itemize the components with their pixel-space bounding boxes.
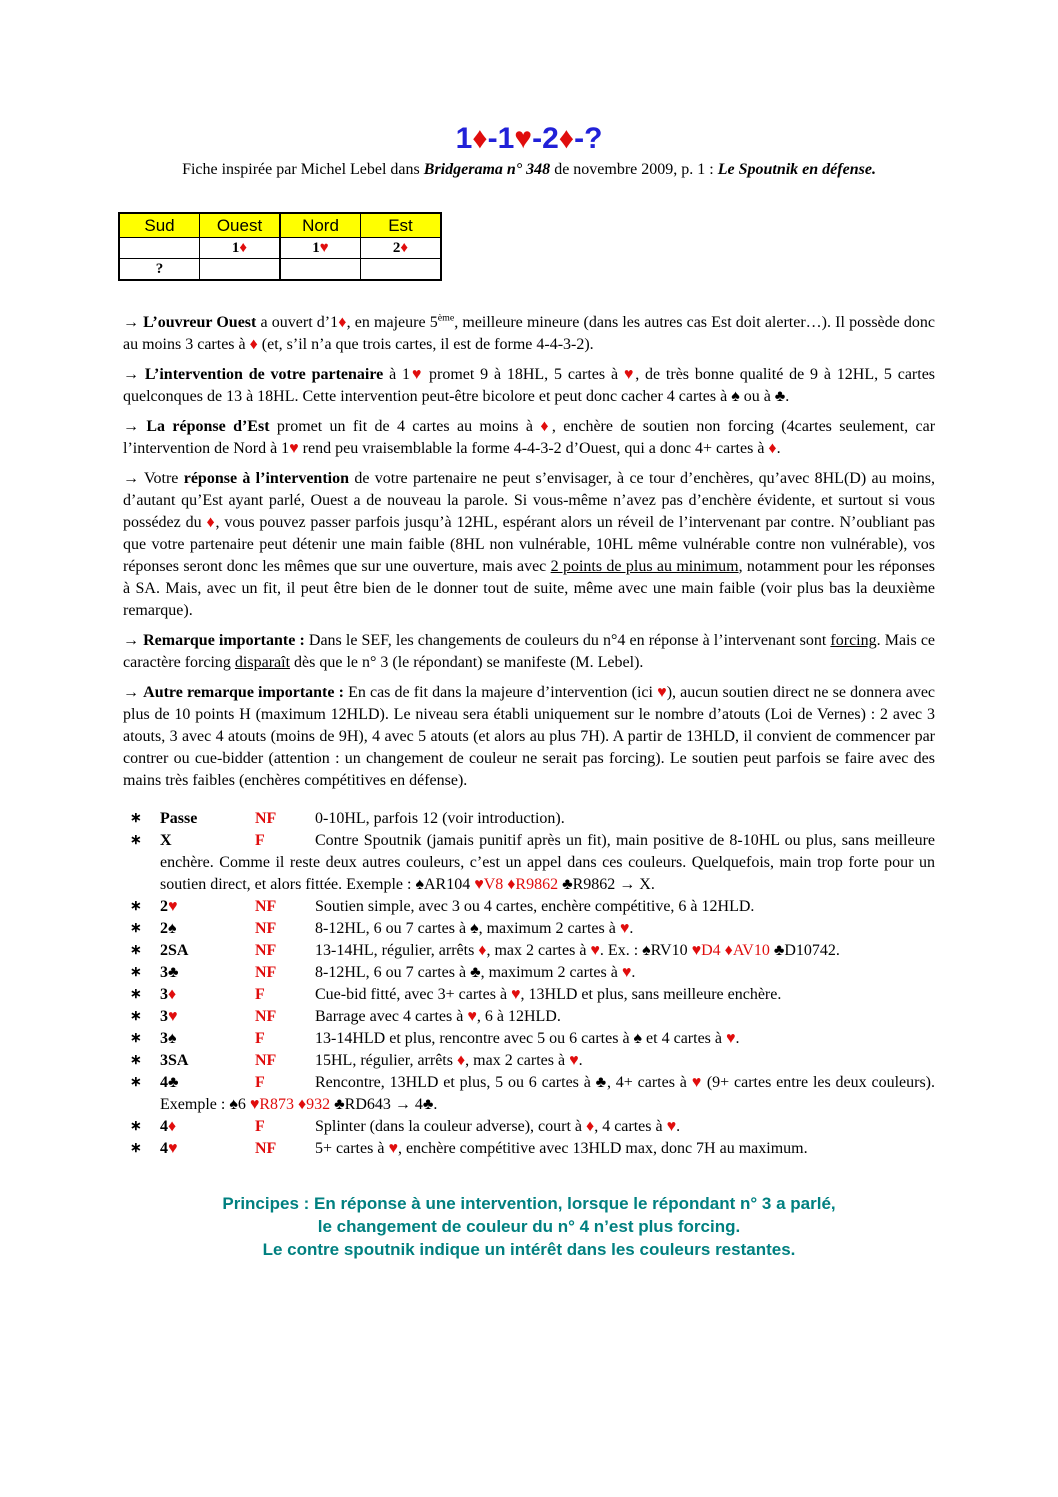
paragraph: → Remarque importante : Dans le SEF, les changements de couleurs du n°4 en réponse à l’intervenant sont forcing. Mais ce caractère forcing disparaît dès que le n° 3 (le répondant) se manifeste (M. Lebel). bbox=[123, 632, 936, 671]
principles-line: Principes : En réponse à une intervention, lorsque le répondant n° 3 a parlé, bbox=[222, 1194, 836, 1213]
bid-item bbox=[123, 896, 935, 918]
bid-item bbox=[123, 962, 935, 984]
bidding-table-row bbox=[119, 238, 441, 259]
forcing-badge: F bbox=[255, 1074, 265, 1091]
paragraph: → L’intervention de votre partenaire à 1♥ promet 9 à 18HL, 5 cartes à ♥, de très bonne qualité de 9 à 12HL, 5 cartes quelconques de 13 à 18HL. Cette intervention peut-être bicolore et peut donc cacher 4 cartes à ♠ ou à ♣. bbox=[123, 366, 936, 405]
document-body bbox=[123, 312, 935, 1160]
forcing-badge: NF bbox=[255, 898, 277, 915]
bid-description: 13-14HLD et plus, rencontre avec 5 ou 6 cartes à ♠ et 4 cartes à ♥. bbox=[315, 1030, 740, 1047]
table-header-ouest: Ouest bbox=[200, 213, 281, 238]
bid-label: X bbox=[160, 832, 172, 849]
bullet-icon: ∗ bbox=[130, 1053, 142, 1068]
forcing-badge: NF bbox=[255, 964, 277, 981]
bid-item bbox=[123, 1138, 935, 1160]
forcing-badge: NF bbox=[255, 920, 277, 937]
bid-description: Rencontre, 13HLD et plus, 5 ou 6 cartes à ♣, 4+ cartes à ♥ (9+ cartes entre les deux couleurs). Exemple : ♠6 ♥R873 ♦932 ♣RD643 → 4♣. bbox=[160, 1074, 936, 1113]
bullet-icon: ∗ bbox=[130, 1031, 142, 1046]
forcing-badge: F bbox=[255, 1030, 265, 1047]
bid-item bbox=[123, 830, 935, 896]
table-cell bbox=[280, 259, 361, 281]
bid-label: 4♣ bbox=[160, 1074, 179, 1091]
forcing-badge: NF bbox=[255, 1008, 277, 1025]
bid-description: 5+ cartes à ♥, enchère compétitive avec 13HLD max, donc 7H au maximum. bbox=[315, 1140, 808, 1157]
bidding-table bbox=[118, 212, 442, 281]
bullet-icon: ∗ bbox=[130, 1009, 142, 1024]
bullet-icon: ∗ bbox=[130, 899, 142, 914]
bullet-icon: ∗ bbox=[130, 987, 142, 1002]
bid-item bbox=[123, 808, 935, 830]
table-cell: ? bbox=[119, 259, 200, 281]
bid-item bbox=[123, 940, 935, 962]
table-cell: 1♦ bbox=[200, 238, 281, 259]
bid-description: 8-12HL, 6 ou 7 cartes à ♣, maximum 2 cartes à ♥. bbox=[315, 964, 636, 981]
page-title: 1♦-1♥-2♦-? bbox=[455, 122, 603, 155]
table-cell bbox=[361, 259, 442, 281]
bid-description: 0-10HL, parfois 12 (voir introduction). bbox=[315, 810, 565, 827]
bid-item bbox=[123, 1072, 935, 1116]
bid-label: 3♠ bbox=[160, 1030, 177, 1047]
bid-label: 3♣ bbox=[160, 964, 179, 981]
bid-description: Contre Spoutnik (jamais punitif après un fit), main positive de 8-10HL ou plus, sans meilleure enchère. Comme il reste deux autres couleurs, c’est un appel dans ces couleurs. Quelquefois, main trop forte pour un soutien direct, et alors fittée. Exemple : ♠AR104 ♥V8 ♦R9862 ♣R9862 → X. bbox=[160, 832, 935, 893]
bid-label: 4♦ bbox=[160, 1118, 177, 1135]
bid-description: Cue-bid fitté, avec 3+ cartes à ♥, 13HLD et plus, sans meilleure enchère. bbox=[315, 986, 782, 1003]
bid-item bbox=[123, 984, 935, 1006]
bid-description: Barrage avec 4 cartes à ♥, 6 à 12HLD. bbox=[315, 1008, 561, 1025]
forcing-badge: F bbox=[255, 1118, 265, 1135]
table-cell bbox=[119, 238, 200, 259]
bullet-icon: ∗ bbox=[130, 811, 142, 826]
bullet-icon: ∗ bbox=[130, 1141, 142, 1156]
table-cell: 2♦ bbox=[361, 238, 442, 259]
bidding-table-row bbox=[119, 259, 441, 281]
bid-label: 3SA bbox=[160, 1052, 189, 1069]
bid-label: 2SA bbox=[160, 942, 189, 959]
principles-line: le changement de couleur du n° 4 n’est plus forcing. bbox=[317, 1217, 741, 1236]
bid-label: 3♥ bbox=[160, 1008, 178, 1025]
bid-item bbox=[123, 1116, 935, 1138]
paragraph: → Autre remarque importante : En cas de fit dans la majeure d’intervention (ici ♥), aucun soutien direct ne se donnera avec plus de 10 points H (maximum 12HLD). Le niveau sera établi uniquement sur le nombre d’atouts (Loi de Vernes) : 2 avec 3 atouts, 3 avec 4 atouts (moins de 9H), 4 avec 5 atouts (et alors au plus 7H). A partir de 13HLD, il convient de commencer par contrer ou cue-bidder (attention : un changement de couleur ne serait pas forcing). Le soutien peut parfois se faire avec des mains très faibles (enchères compétitives en défense). bbox=[123, 684, 936, 789]
forcing-badge: F bbox=[255, 832, 265, 849]
principles-line: Le contre spoutnik indique un intérêt dans les couleurs restantes. bbox=[262, 1240, 796, 1259]
bid-description: Splinter (dans la couleur adverse), court à ♦, 4 cartes à ♥. bbox=[315, 1118, 681, 1135]
bidding-table-header-row bbox=[119, 213, 441, 238]
paragraph: → La réponse d’Est promet un fit de 4 cartes au moins à ♦, enchère de soutien non forcing (4cartes seulement, car l’intervention de Nord à 1♥ rend peu vraisemblable la forme 4-4-3-2 d’Ouest, qui a donc 4+ cartes à ♦. bbox=[123, 418, 936, 457]
bullet-icon: ∗ bbox=[130, 943, 142, 958]
bid-label: 3♦ bbox=[160, 986, 177, 1003]
bid-label: 4♥ bbox=[160, 1140, 178, 1157]
table-cell: 1♥ bbox=[280, 238, 361, 259]
paragraph: → Votre réponse à l’intervention de votre partenaire ne peut s’envisager, à ce tour d’enchères, qu’avec 8HL(D) au moins, d’autant qu’Est ayant parlé, Ouest a de nouveau la parole. Si vous-même n’avez pas d’enchère évidente, et surtout si vous possédez du ♦, vous pouvez passer parfois jusqu’à 12HL, espérant alors un réveil de l’intervenant par contre. N’oubliant pas que votre partenaire peut détenir une main faible (8HL non vulnérable, 10HL même vulnérable contre non vulnérable), vos réponses seront donc les mêmes que sur une ouverture, mais avec 2 points de plus au minimum, notamment pour les réponses à SA. Mais, avec un fit, il peut être bien de le donner tout de suite, même avec une main faible (voir plus bas la deuxième remarque). bbox=[123, 470, 936, 619]
bid-description: 15HL, régulier, arrêts ♦, max 2 cartes à ♥. bbox=[315, 1052, 583, 1069]
forcing-badge: F bbox=[255, 986, 265, 1003]
bid-description: Soutien simple, avec 3 ou 4 cartes, enchère compétitive, 6 à 12HLD. bbox=[315, 898, 755, 915]
bullet-icon: ∗ bbox=[130, 965, 142, 980]
bullet-icon: ∗ bbox=[130, 921, 142, 936]
forcing-badge: NF bbox=[255, 810, 277, 827]
bid-description: 8-12HL, 6 ou 7 cartes à ♠, maximum 2 cartes à ♥. bbox=[315, 920, 634, 937]
bid-item bbox=[123, 1006, 935, 1028]
bid-label: 2♥ bbox=[160, 898, 178, 915]
bid-description: 13-14HL, régulier, arrêts ♦, max 2 cartes à ♥. Ex. : ♠RV10 ♥D4 ♦AV10 ♣D10742. bbox=[315, 942, 840, 959]
table-cell bbox=[200, 259, 281, 281]
bid-list bbox=[123, 808, 935, 1160]
paragraph: → L’ouvreur Ouest a ouvert d’1♦, en majeure 5ème, meilleure mineure (dans les autres cas Est doit alerter…). Il possède donc au moins 3 cartes à ♦ (et, s’il n’a que trois cartes, il est de forme 4-4-3-2). bbox=[123, 312, 936, 353]
bullet-icon: ∗ bbox=[130, 1119, 142, 1134]
bid-item bbox=[123, 1028, 935, 1050]
table-header-sud: Sud bbox=[119, 213, 200, 238]
forcing-badge: NF bbox=[255, 1140, 277, 1157]
forcing-badge: NF bbox=[255, 1052, 277, 1069]
principles-note bbox=[0, 1192, 1058, 1261]
bid-label: 2♠ bbox=[160, 920, 177, 937]
table-header-nord: Nord bbox=[280, 213, 361, 238]
bid-label: Passe bbox=[160, 810, 198, 827]
page-subtitle: Fiche inspirée par Michel Lebel dans Bridgerama n° 348 de novembre 2009, p. 1 : Le Spoutnik en défense. bbox=[182, 161, 876, 178]
bullet-icon: ∗ bbox=[130, 833, 142, 848]
forcing-badge: NF bbox=[255, 942, 277, 959]
bid-item bbox=[123, 1050, 935, 1072]
table-header-est: Est bbox=[361, 213, 442, 238]
bid-item bbox=[123, 918, 935, 940]
bullet-icon: ∗ bbox=[130, 1075, 142, 1090]
